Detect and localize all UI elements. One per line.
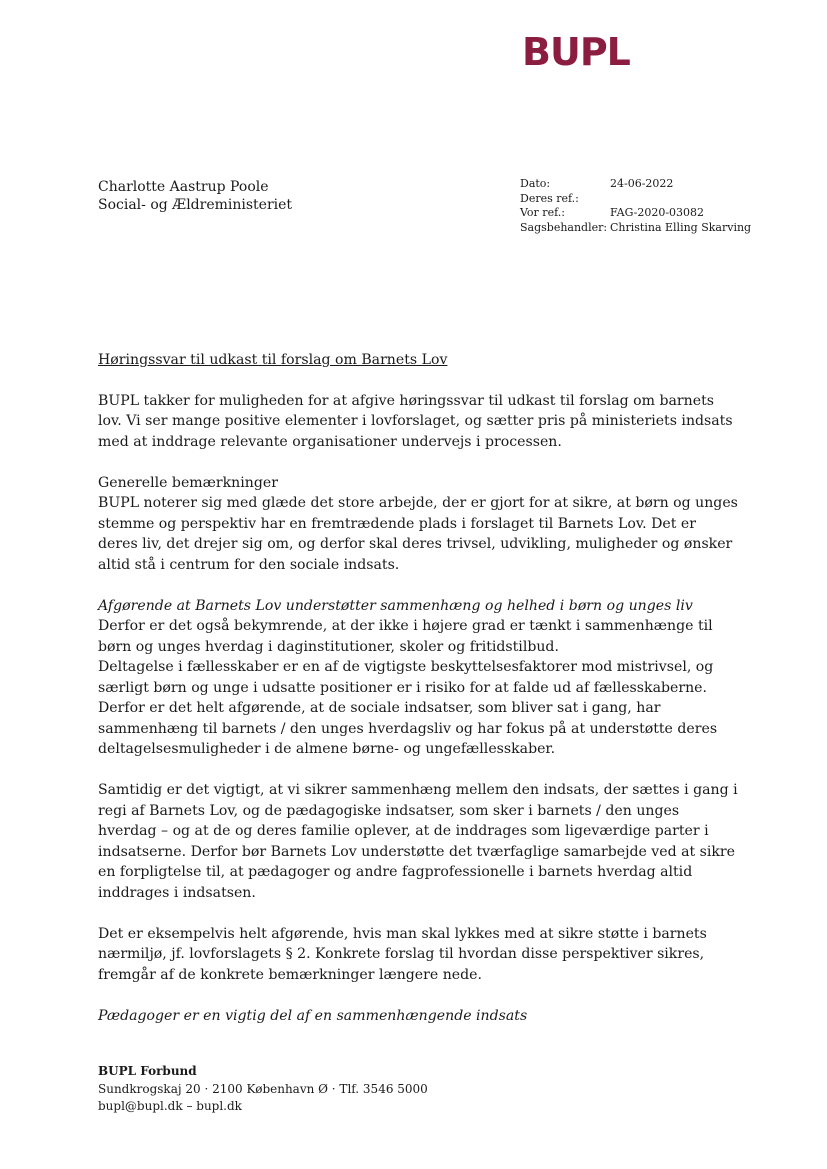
meta-row-their-ref (520, 192, 751, 207)
meta-label: Vor ref.: (520, 206, 565, 219)
bupl-logo: BUPL (522, 30, 630, 74)
meta-value: Christina Elling Skarving (610, 220, 752, 234)
recipient-block (98, 178, 292, 214)
section2-paragraph-1: Derfor er det også bekymrende, at der ikke i højere grad er tænkt i sammenhænge til børn og unges hverdag i daginstitutioner, skoler og fritidstilbud. (98, 618, 713, 655)
recipient-org: Social- og Ældreministeriet (98, 197, 293, 213)
section3-heading: Pædagoger er en vigtig del af en sammenhængende indsats (98, 1007, 528, 1024)
footer-org: BUPL Forbund (98, 1064, 197, 1078)
section2-paragraph-3: Samtidig er det vigtigt, at vi sikrer sammenhæng mellem den indsats, der sættes i gang i regi af Barnets Lov, og de pædagogiske indsatser, som sker i barnets / den unges hverdag – og at de og deres familie oplever, at de inddrages som ligeværdige parter i indsatserne. Derfor bør Barnets Lov understøtte det tværfaglige samarbejde ved at sikre en forpligtelse til, at pædagoger og andre fagprofessionelle i barnets hverdag altid inddrages i indsatsen. (98, 782, 738, 901)
meta-value: FAG-2020-03082 (610, 206, 705, 219)
section2-paragraph-2: Deltagelse i fællesskaber er en af de vigtigste beskyttelsesfaktorer mod mistrivsel, og særligt børn og unge i udsatte positioner er i risiko for at falde ud af fællesskaberne. Derfor er det helt afgørende, at de sociale indsatser, som bliver sat i gang, har sammenhæng til barnets / den unges hverdagsliv og har fokus på at understøtte deres deltagelsesmuligheder i de almene børne- og ungefællesskaber. (98, 659, 718, 757)
meta-value: 24-06-2022 (610, 177, 674, 190)
meta-label: Sagsbehandler: (520, 220, 608, 234)
letter-meta (520, 177, 751, 235)
letter-body (98, 350, 738, 1026)
meta-label: Deres ref.: (520, 191, 579, 205)
recipient-name: Charlotte Aastrup Poole (98, 179, 269, 195)
letter-footer (98, 1063, 428, 1116)
section2-paragraph-4: Det er eksempelvis helt afgørende, hvis man skal lykkes med at sikre støtte i barnets nærmiljø, jf. lovforslagets § 2. Konkrete forslag til hvordan disse perspektiver sikres, fremgår af de konkrete bemærkninger længere nede. (98, 925, 707, 983)
footer-address: Sundkrogskaj 20 · 2100 København Ø · Tlf. 3546 5000 (98, 1081, 428, 1096)
meta-row-our-ref (520, 206, 751, 221)
meta-row-date (520, 177, 751, 192)
intro-paragraph: BUPL takker for muligheden for at afgive høringssvar til udkast til forslag om barnets lov. Vi ser mange positive elementer i lovforslaget, og sætter pris på ministeriets indsats med at inddrage relevante organisationer undervejs i processen. (98, 392, 733, 450)
general-heading: Generelle bemærkninger (98, 474, 278, 491)
general-paragraph: BUPL noterer sig med glæde det store arbejde, der er gjort for at sikre, at børn og unges stemme og perspektiv har en fremtrædende plads i forslaget til Barnets Lov. Det er deres liv, det drejer sig om, og derfor skal deres trivsel, udvikling, muligheder og ønsker altid stå i centrum for den sociale indsats. (98, 495, 738, 573)
meta-row-case-handler (520, 221, 751, 236)
document-title: Høringssvar til udkast til forslag om Barnets Lov (98, 352, 448, 368)
section2-heading: Afgørende at Barnets Lov understøtter sammenhæng og helhed i børn og unges liv (98, 597, 693, 614)
footer-contact: bupl@bupl.dk – bupl.dk (98, 1099, 242, 1113)
meta-label: Dato: (520, 177, 551, 190)
